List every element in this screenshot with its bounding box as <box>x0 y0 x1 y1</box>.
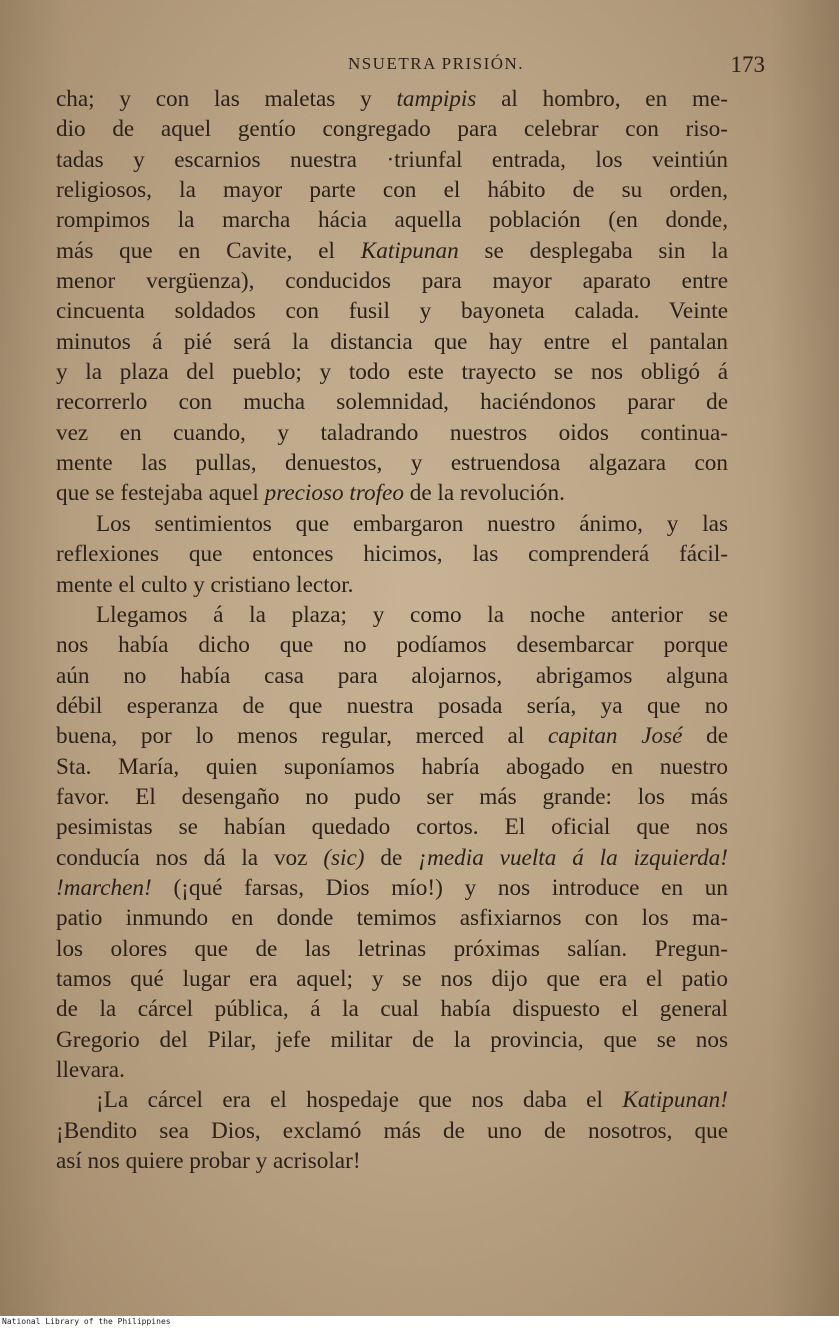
text-line: ¡Bendito sea Dios, exclamó más de uno de nosotros, que <box>56 1117 728 1144</box>
running-title: NSUETRA PRISIÓN. <box>347 54 525 73</box>
text-line: tamos qué lugar era aquel; y se nos dijo que era el patio <box>56 965 728 992</box>
text-line: mente las pullas, denuestos, y estruendosa algazara con <box>56 450 728 477</box>
text-line: Gregorio del Pilar, jefe militar de la provincia, que se nos <box>56 1026 728 1053</box>
text-line: minutos á pié será la distancia que hay entre el pantalan <box>56 328 728 355</box>
text-line: conducía nos dá la voz (sic) de ¡media vuelta á la izquierda! <box>56 844 728 871</box>
text-line: tadas y escarnios nuestra ·triunfal entrada, los veintiún <box>56 146 728 173</box>
text-line: reflexiones que entonces hicimos, las comprenderá fácil- <box>56 541 728 568</box>
page-number: 173 <box>730 52 765 77</box>
text-line: así nos quiere probar y acrisolar! <box>56 1148 361 1175</box>
text-line: favor. El desengaño no pudo ser más grande: los más <box>56 783 728 810</box>
text-line: buena, por lo menos regular, merced al capitan José de <box>56 723 728 750</box>
text-line: Sta. María, quien suponíamos habría abogado en nuestro <box>56 753 728 780</box>
text-line: llevara. <box>56 1057 125 1083</box>
library-credit: National Library of the Philippines <box>0 1316 839 1328</box>
text-line: que se festejaba aquel precioso trofeo de la revolución. <box>56 480 565 507</box>
text-line: más que en Cavite, el Katipunan se desplegaba sin la <box>56 237 728 264</box>
text-line: y la plaza del pueblo; y todo este trayecto se nos obligó á <box>56 359 728 386</box>
body-text <box>56 84 728 1176</box>
text-line: Los sentimientos que embargaron nuestro ánimo, y las <box>96 510 728 537</box>
text-line: de la cárcel pública, á la cual había dispuesto el general <box>56 996 728 1023</box>
text-line: patio inmundo en donde temimos asfixiarnos con los ma- <box>56 905 728 932</box>
text-line: rompimos la marcha hácia aquella población (en donde, <box>56 207 728 234</box>
text-line: vez en cuando, y taladrando nuestros oidos continua- <box>56 419 728 446</box>
text-line: menor vergüenza), conducidos para mayor aparato entre <box>56 268 728 295</box>
text-line: recorrerlo con mucha solemnidad, haciéndonos parar de <box>56 389 728 416</box>
text-line: religiosos, la mayor parte con el hábito de su orden, <box>56 177 728 204</box>
text-line: aún no había casa para alojarnos, abrigamos alguna <box>56 662 728 689</box>
text-line: !marchen! (¡qué farsas, Dios mío!) y nos introduce en un <box>56 874 728 901</box>
text-line: dio de aquel gentío congregado para celebrar con riso- <box>56 116 728 143</box>
page-header <box>56 52 765 82</box>
text-line: Llegamos á la plaza; y como la noche anterior se <box>96 601 728 628</box>
text-line: los olores que de las letrinas próximas salían. Pregun- <box>56 935 728 962</box>
text-line: pesimistas se habían quedado cortos. El oficial que nos <box>56 814 728 841</box>
text-line: nos había dicho que no podíamos desembarcar porque <box>56 632 728 659</box>
text-line: mente el culto y cristiano lector. <box>56 571 354 598</box>
text-line: débil esperanza de que nuestra posada sería, ya que no <box>56 692 728 719</box>
text-line: cha; y con las maletas y tampipis al hombro, en me- <box>56 86 728 112</box>
text-line: cincuenta soldados con fusil y bayoneta calada. Veinte <box>56 298 728 325</box>
text-line: ¡La cárcel era el hospedaje que nos daba el Katipunan! <box>96 1087 728 1114</box>
